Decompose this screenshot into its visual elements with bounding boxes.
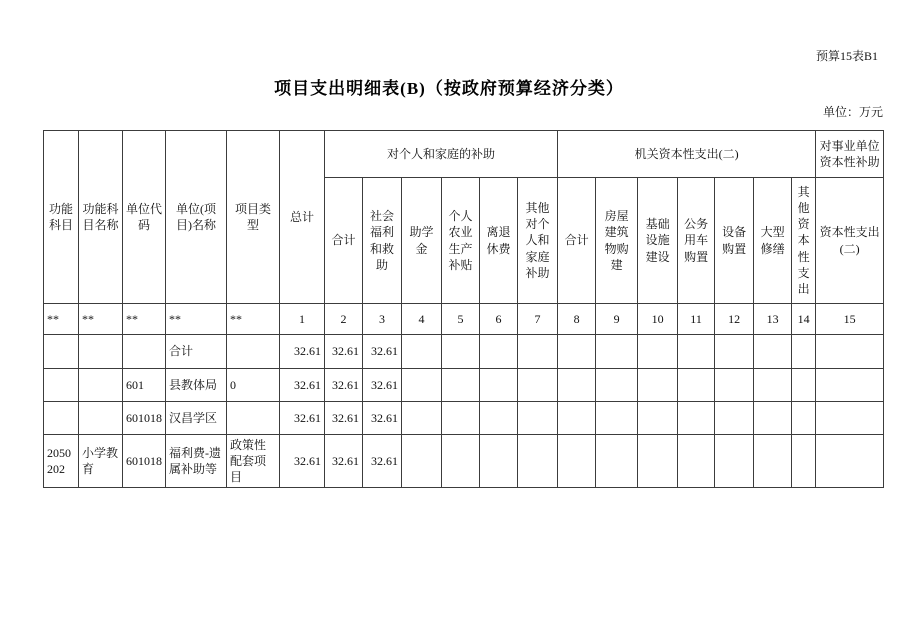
table-cell bbox=[480, 335, 518, 369]
table-cell bbox=[558, 402, 596, 435]
budget-table bbox=[43, 130, 884, 488]
table-cell bbox=[816, 369, 884, 402]
table-cell bbox=[596, 435, 638, 488]
table-cell bbox=[480, 435, 518, 488]
table-cell bbox=[596, 335, 638, 369]
table-cell: 32.61 bbox=[363, 369, 402, 402]
table-cell: 32.61 bbox=[363, 435, 402, 488]
table-cell bbox=[638, 369, 678, 402]
table-cell bbox=[442, 435, 480, 488]
table-cell: 32.61 bbox=[363, 335, 402, 369]
col-header-equipment: 设备购置 bbox=[715, 178, 754, 304]
table-cell: 32.61 bbox=[325, 435, 363, 488]
table-cell: 601018 bbox=[123, 435, 166, 488]
table-cell bbox=[518, 435, 558, 488]
table-cell bbox=[792, 402, 816, 435]
group-header-agency-capital: 机关资本性支出(二) bbox=[558, 131, 816, 178]
table-cell bbox=[638, 402, 678, 435]
table-cell: 6 bbox=[480, 304, 518, 335]
table-cell: ** bbox=[79, 304, 123, 335]
table-cell: 福利费-遗属补助等 bbox=[166, 435, 227, 488]
table-cell bbox=[227, 402, 280, 435]
table-cell: 2 bbox=[325, 304, 363, 335]
table-cell: 601018 bbox=[123, 402, 166, 435]
table-row-total bbox=[44, 335, 884, 369]
col-header-agri-subsidy: 个人农业生产补贴 bbox=[442, 178, 480, 304]
col-header-ac-total: 合计 bbox=[558, 178, 596, 304]
table-cell: 小学教育 bbox=[79, 435, 123, 488]
col-header-unit-project-name: 单位(项目)名称 bbox=[166, 131, 227, 304]
group-header-institution-capital: 对事业单位资本性补助 bbox=[816, 131, 884, 178]
table-cell: ** bbox=[44, 304, 79, 335]
table-cell bbox=[754, 435, 792, 488]
col-header-other-capital: 其他资本性支出 bbox=[792, 178, 816, 304]
table-cell: 2050202 bbox=[44, 435, 79, 488]
table-cell bbox=[715, 402, 754, 435]
col-header-social-welfare: 社会福利和救助 bbox=[363, 178, 402, 304]
col-header-function-subject-name: 功能科目名称 bbox=[79, 131, 123, 304]
table-cell bbox=[79, 335, 123, 369]
col-header-function-subject: 功能科目 bbox=[44, 131, 79, 304]
table-cell bbox=[402, 335, 442, 369]
table-cell: 0 bbox=[227, 369, 280, 402]
table-cell bbox=[754, 369, 792, 402]
table-cell: 32.61 bbox=[280, 369, 325, 402]
table-cell bbox=[480, 369, 518, 402]
table-cell bbox=[638, 335, 678, 369]
col-header-official-vehicle: 公务用车购置 bbox=[678, 178, 715, 304]
table-row-project bbox=[44, 435, 884, 488]
table-cell bbox=[678, 435, 715, 488]
col-header-pf-total: 合计 bbox=[325, 178, 363, 304]
table-cell bbox=[678, 335, 715, 369]
table-cell bbox=[596, 402, 638, 435]
table-cell bbox=[44, 402, 79, 435]
table-cell bbox=[518, 402, 558, 435]
group-header-personal-family: 对个人和家庭的补助 bbox=[325, 131, 558, 178]
table-cell: 政策性配套项目 bbox=[227, 435, 280, 488]
table-cell bbox=[638, 435, 678, 488]
table-cell bbox=[558, 369, 596, 402]
col-header-other-pf: 其他对个人和家庭补助 bbox=[518, 178, 558, 304]
table-cell bbox=[44, 335, 79, 369]
table-cell: 32.61 bbox=[280, 402, 325, 435]
table-cell: 11 bbox=[678, 304, 715, 335]
table-cell bbox=[754, 402, 792, 435]
table-cell: 4 bbox=[402, 304, 442, 335]
unit-note: 单位：万元 bbox=[822, 105, 883, 119]
page-title: 项目支出明细表(B)（按政府预算经济分类） bbox=[274, 79, 624, 98]
table-cell: 32.61 bbox=[325, 402, 363, 435]
table-cell: 12 bbox=[715, 304, 754, 335]
table-cell: 15 bbox=[816, 304, 884, 335]
table-cell: 14 bbox=[792, 304, 816, 335]
table-cell: ** bbox=[166, 304, 227, 335]
table-cell bbox=[596, 369, 638, 402]
table-row-bureau bbox=[44, 369, 884, 402]
table-cell bbox=[442, 335, 480, 369]
table-cell bbox=[402, 402, 442, 435]
table-cell bbox=[44, 369, 79, 402]
table-cell bbox=[518, 335, 558, 369]
table-cell bbox=[678, 369, 715, 402]
table-cell bbox=[715, 369, 754, 402]
table-cell bbox=[816, 335, 884, 369]
table-cell: 32.61 bbox=[325, 369, 363, 402]
table-cell: 7 bbox=[518, 304, 558, 335]
table-cell bbox=[558, 335, 596, 369]
table-cell: 10 bbox=[638, 304, 678, 335]
col-header-unit-code: 单位代码 bbox=[123, 131, 166, 304]
table-cell: 32.61 bbox=[280, 435, 325, 488]
table-cell: 601 bbox=[123, 369, 166, 402]
col-header-infrastructure: 基础设施建设 bbox=[638, 178, 678, 304]
column-index-row bbox=[44, 304, 884, 335]
table-cell: 32.61 bbox=[363, 402, 402, 435]
table-cell: 1 bbox=[280, 304, 325, 335]
header-group-row bbox=[44, 131, 884, 178]
col-header-grand-total: 总计 bbox=[280, 131, 325, 304]
col-header-building: 房屋建筑物购建 bbox=[596, 178, 638, 304]
table-cell bbox=[518, 369, 558, 402]
table-cell: ** bbox=[227, 304, 280, 335]
table-cell bbox=[558, 435, 596, 488]
col-header-project-type: 项目类型 bbox=[227, 131, 280, 304]
table-cell bbox=[792, 435, 816, 488]
table-cell bbox=[123, 335, 166, 369]
table-cell: ** bbox=[123, 304, 166, 335]
col-header-scholarship: 助学金 bbox=[402, 178, 442, 304]
table-cell bbox=[442, 369, 480, 402]
table-cell bbox=[715, 335, 754, 369]
table-cell: 汉昌学区 bbox=[166, 402, 227, 435]
table-cell: 3 bbox=[363, 304, 402, 335]
table-cell bbox=[442, 402, 480, 435]
col-header-capital-expenditure-2: 资本性支出(二) bbox=[816, 178, 884, 304]
table-cell: 9 bbox=[596, 304, 638, 335]
table-cell bbox=[402, 435, 442, 488]
table-cell bbox=[402, 369, 442, 402]
table-cell bbox=[480, 402, 518, 435]
table-cell: 县教体局 bbox=[166, 369, 227, 402]
col-header-major-repair: 大型修缮 bbox=[754, 178, 792, 304]
table-cell: 合计 bbox=[166, 335, 227, 369]
table-cell: 32.61 bbox=[280, 335, 325, 369]
table-row-district bbox=[44, 402, 884, 435]
table-cell bbox=[792, 335, 816, 369]
table-cell bbox=[754, 335, 792, 369]
table-cell bbox=[79, 402, 123, 435]
doc-code: 预算15表B1 bbox=[815, 49, 878, 63]
table-cell bbox=[715, 435, 754, 488]
table-cell: 5 bbox=[442, 304, 480, 335]
table-cell bbox=[816, 435, 884, 488]
table-cell bbox=[227, 335, 280, 369]
col-header-retirement: 离退休费 bbox=[480, 178, 518, 304]
table-cell bbox=[678, 402, 715, 435]
table-cell: 13 bbox=[754, 304, 792, 335]
table-cell bbox=[79, 369, 123, 402]
table-cell: 32.61 bbox=[325, 335, 363, 369]
table-cell bbox=[816, 402, 884, 435]
table-cell bbox=[792, 369, 816, 402]
table-cell: 8 bbox=[558, 304, 596, 335]
